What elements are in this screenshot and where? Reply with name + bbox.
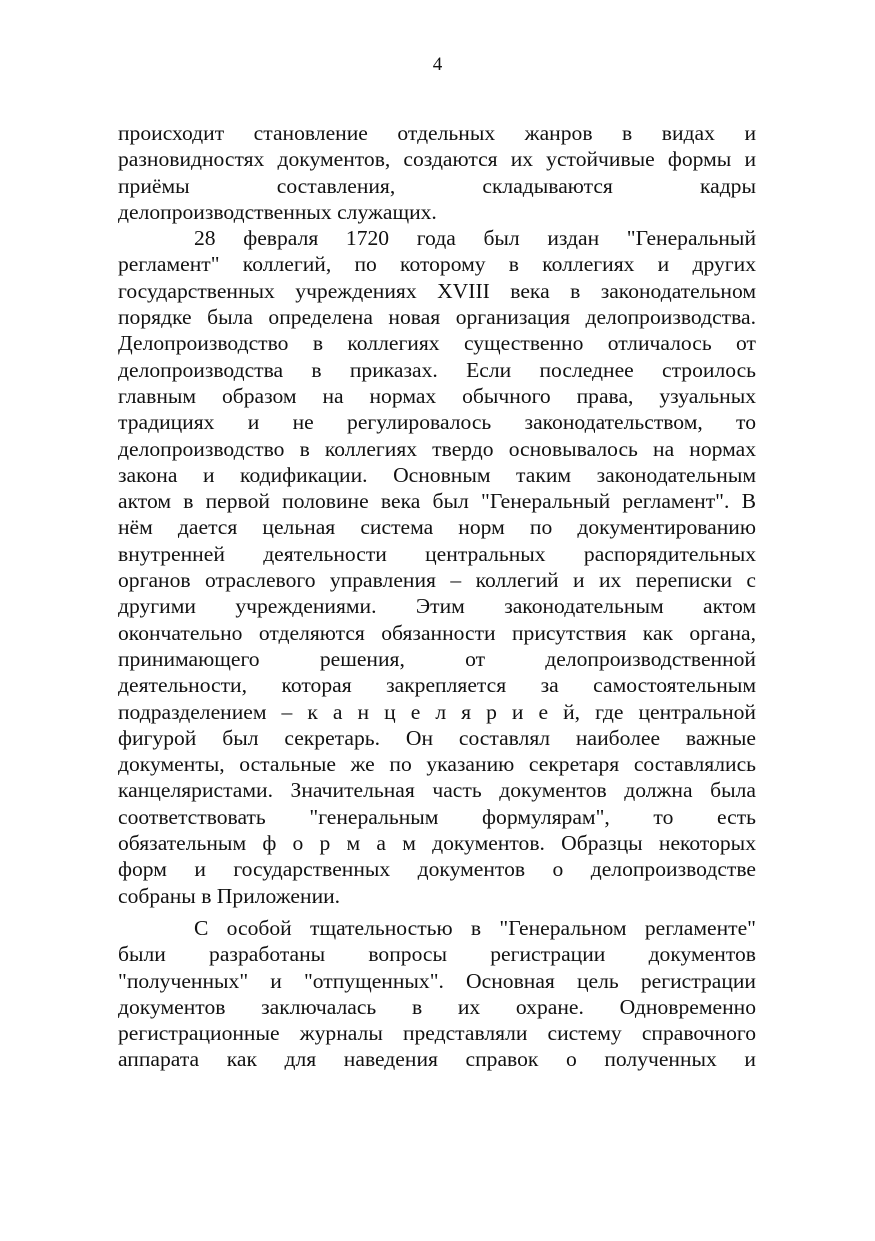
text-line: аппарата как для наведения справок о полученных и xyxy=(118,1047,756,1072)
text-line: 28 февраля 1720 года был издан "Генеральный xyxy=(194,226,756,251)
text-line: делопроизводственных служащих. xyxy=(118,199,437,224)
paragraph xyxy=(118,120,756,225)
paragraph xyxy=(118,225,756,909)
text-line: Делопроизводство в коллегиях существенно отличалось от xyxy=(118,331,756,356)
paragraph xyxy=(118,915,756,1073)
text-line: происходит становление отдельных жанров в видах и xyxy=(118,121,756,145)
text-line: порядке была определена новая организация делопроизводства. xyxy=(118,305,756,330)
text-line: фигурой был секретарь. Он составлял наиболее важные xyxy=(118,725,756,750)
text-line: закона и кодификации. Основным таким законодательным xyxy=(118,462,756,487)
text-line: окончательно отделяются обязанности присутствия как органа, xyxy=(118,620,756,645)
text-line: С особой тщательностью в "Генеральном регламенте" xyxy=(194,915,756,940)
text-line: обязательным ф о р м а м документов. Образцы некоторых xyxy=(118,831,756,856)
text-line: приёмы составления, складываются кадры xyxy=(118,173,756,198)
text-line: делопроизводства в приказах. Если последнее строилось xyxy=(118,357,756,382)
text-line: внутренней деятельности центральных распорядительных xyxy=(118,541,756,566)
text-line: собраны в Приложении. xyxy=(118,883,341,908)
text-line: другими учреждениями. Этим законодательным актом xyxy=(118,594,756,619)
text-line: канцеляристами. Значительная часть документов должна была xyxy=(118,778,756,803)
text-line: документы, остальные же по указанию секретаря составлялись xyxy=(118,752,756,777)
text-line: форм и государственных документов о делопроизводстве xyxy=(118,857,756,882)
text-line: принимающего решения, от делопроизводственной xyxy=(118,646,756,671)
text-line: "полученных" и "отпущенных". Основная цель регистрации xyxy=(118,968,756,993)
text-line: соответствовать "генеральным формулярам", то есть xyxy=(118,804,756,829)
text-line: актом в первой половине века был "Генеральный регламент". В xyxy=(118,489,756,514)
page-number: 4 xyxy=(432,54,443,75)
text-line: документов заключалась в их охране. Одновременно xyxy=(118,994,756,1019)
text-line: органов отраслевого управления – коллегий и их переписки с xyxy=(118,568,756,593)
text-line: делопроизводство в коллегиях твердо основывалось на нормах xyxy=(118,436,756,461)
text-line: были разработаны вопросы регистрации документов xyxy=(118,942,756,967)
text-line: разновидностях документов, создаются их устойчивые формы и xyxy=(118,147,756,172)
text-line: регистрационные журналы представляли систему справочного xyxy=(118,1021,756,1046)
text-line: государственных учреждениях XVIII века в законодательном xyxy=(118,278,756,303)
text-line: деятельности, которая закрепляется за самостоятельным xyxy=(118,673,756,698)
text-line: нём дается цельная система норм по документированию xyxy=(118,515,756,540)
text-line: традициях и не регулировалось законодательством, то xyxy=(118,410,756,435)
body-text xyxy=(118,120,756,1073)
text-line: регламент" коллегий, по которому в коллегиях и других xyxy=(118,252,756,277)
text-line: подразделением – к а н ц е л я р и е й, где центральной xyxy=(118,699,756,724)
text-line: главным образом на нормах обычного права, узуальных xyxy=(118,383,756,408)
